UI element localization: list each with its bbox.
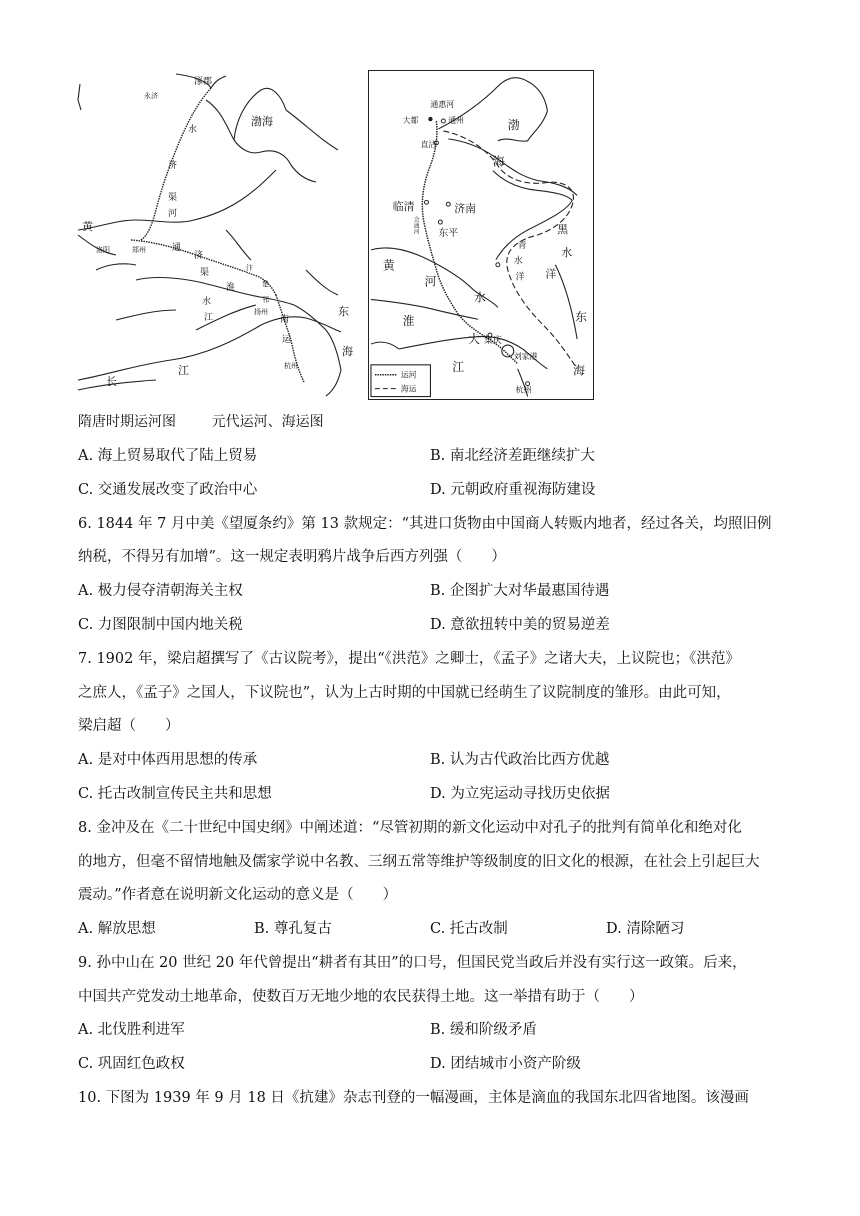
map-left-label: 永济 xyxy=(144,92,158,100)
q9-option-d: D. 团结城市小资产阶级 xyxy=(430,1056,581,1072)
legend-canal-label: 运河 xyxy=(400,370,417,380)
map-right-label: 杭州 xyxy=(515,385,532,395)
q7-option-a: A. 是对中体西用思想的传承 xyxy=(78,752,258,768)
map-left-label: 郑州 xyxy=(132,246,146,254)
map-left-label: 江 xyxy=(178,364,189,377)
map-right-label: 大 xyxy=(468,332,480,347)
map-left-label: 杭州 xyxy=(284,362,298,370)
coast-dot xyxy=(496,263,500,267)
q8-option-b: B. 尊孔复古 xyxy=(254,921,332,937)
map-right-label: 集庆 xyxy=(483,336,502,347)
q10-stem-line1: 10. 下图为 1939 年 9 月 18 日《抗建》杂志刊登的一幅漫画，主体是滴血的我国东北四省地图。该漫画 xyxy=(78,1090,749,1106)
q9-option-b: B. 缓和阶级矛盾 xyxy=(430,1022,537,1038)
map-right-label: 水 xyxy=(513,256,523,267)
map-left-label: 河 xyxy=(168,209,178,219)
map-right-label: 江 xyxy=(452,359,465,374)
tongzhou-dot xyxy=(441,119,445,123)
sui-tang-canal-map xyxy=(76,70,358,400)
map-left-label: 楚 xyxy=(262,280,269,288)
q7-option-d: D. 为立宪运动寻找历史依据 xyxy=(430,786,610,802)
map-right-label: 刘家港 xyxy=(513,351,538,361)
map-left-label: 淮 xyxy=(226,283,236,293)
q7-stem-line2: 之庶人，《孟子》之国人，下议院也”，认为上古时期的中国就已经萌生了议院制度的雏形。由此可知， xyxy=(78,685,731,701)
map-right-label: 黑 xyxy=(557,223,569,237)
map-left-label: 渠 xyxy=(200,268,210,278)
q6-option-d: D. 意欲扭转中美的贸易逆差 xyxy=(430,617,610,633)
sui-tang-canal-map-svg xyxy=(76,70,358,400)
dadu-dot xyxy=(428,117,432,121)
map-right-label: 渤 xyxy=(507,117,520,132)
q7-option-b: B. 认为古代政治比西方优越 xyxy=(430,752,610,768)
map-right-label: 青 xyxy=(517,240,527,251)
q7-option-c: C. 托古改制宣传民主共和思想 xyxy=(78,786,272,802)
map-left-label: 邗 xyxy=(262,296,269,304)
map-right-label: 通惠河 xyxy=(430,100,455,110)
yuan-canal-sea-map xyxy=(368,70,594,400)
legend-sea-label: 海运 xyxy=(400,384,417,394)
q9-stem-line1: 9. 孙中山在 20 世纪 20 年代曾提出“耕者有其田”的口号，但国民党当政后并没有实行这一政策。后来， xyxy=(78,955,747,971)
q7-stem-line1: 7. 1902 年，梁启超撰写了《古议院考》，提出“《洪范》之卿士，《孟子》之诸大夫，上议院也；《洪范》 xyxy=(78,651,740,667)
map-right-label: 海 xyxy=(492,154,505,169)
map-caption: 隋唐时期运河图 元代运河、海运图 xyxy=(78,414,324,430)
q8-stem-line3: 震动。”作者意在说明新文化运动的意义是（ ） xyxy=(78,887,398,903)
map-left-label: 通 xyxy=(172,243,182,253)
linqing-dot xyxy=(425,200,429,204)
jinan-dot xyxy=(446,202,450,206)
q8-option-d: D. 清除陋习 xyxy=(606,921,685,937)
map-right-label: 直沽 xyxy=(420,139,437,149)
map-left-label: 济 xyxy=(194,251,204,261)
q9-option-a: A. 北伐胜利进军 xyxy=(78,1022,185,1038)
map-right-label: 大都 xyxy=(402,116,419,125)
map-right-label: 会通河 xyxy=(412,216,420,234)
map-left-label: 济 xyxy=(168,161,178,171)
dongping-dot xyxy=(438,220,442,224)
map-left-label: 水 xyxy=(188,125,198,135)
map-left-label: 东 xyxy=(338,305,349,318)
q6-option-c: C. 力图限制中国内地关税 xyxy=(78,617,243,633)
map-left-label: 海 xyxy=(342,345,353,358)
q5-option-b: B. 南北经济差距继续扩大 xyxy=(430,448,595,464)
map-right-label: 临清 xyxy=(392,200,415,214)
q6-stem-line2: 纳税，不得另有加增”。这一规定表明鸦片战争后西方列强（ ） xyxy=(78,549,506,565)
map-right-label: 洋 xyxy=(545,267,557,281)
q5-option-c: C. 交通发展改变了政治中心 xyxy=(78,482,258,498)
map-right-label: 水 xyxy=(474,290,486,305)
map-right-label: 东 xyxy=(575,310,588,325)
map-left-label: 水 xyxy=(202,297,212,307)
map-left-label: 江 xyxy=(204,313,214,323)
q5-option-a: A. 海上贸易取代了陆上贸易 xyxy=(78,448,258,464)
map-left-label: 长 xyxy=(106,375,117,388)
map-left-label: 涿郡 xyxy=(194,77,213,87)
q9-option-c: C. 巩固红色政权 xyxy=(78,1056,185,1072)
q8-option-c: C. 托古改制 xyxy=(430,921,508,937)
map-left-label: 运 xyxy=(282,335,292,345)
map-left-label: 渤海 xyxy=(251,115,273,128)
yuan-canal-sea-map-svg xyxy=(369,71,593,399)
map-left-label: 汴 xyxy=(246,264,253,272)
map-left-label: 渠 xyxy=(168,193,178,203)
map-left-label: 黄 xyxy=(82,220,93,233)
map-right-label: 东平 xyxy=(438,227,459,239)
map-right-label: 河 xyxy=(424,274,437,289)
map-right-label: 淮 xyxy=(402,314,415,329)
q9-stem-line2: 中国共产党发动土地革命，使数百万无地少地的农民获得土地。这一举措有助于（ ） xyxy=(78,989,644,1005)
q7-stem-line3: 梁启超（ ） xyxy=(78,718,180,734)
map-left-label: 南 xyxy=(280,315,290,325)
map-right-label: 通州 xyxy=(448,116,465,125)
map-right-label: 济南 xyxy=(454,202,477,216)
q8-stem-line2: 的地方，但毫不留情地触及儒家学说中名教、三纲五常等维护等级制度的旧文化的根源，在社会上引起巨大 xyxy=(78,854,760,870)
q8-stem-line1: 8. 金冲及在《二十世纪中国史纲》中阐述道：“尽管初期的新文化运动中对孔子的批判有简单化和绝对化 xyxy=(78,820,742,836)
map-right-label: 黄 xyxy=(382,258,395,273)
map-right-label: 海 xyxy=(573,363,586,378)
q6-option-b: B. 企图扩大对华最惠国待遇 xyxy=(430,583,610,599)
q6-option-a: A. 极力侵夺清朝海关主权 xyxy=(78,583,243,599)
q5-option-d: D. 元朝政府重视海防建设 xyxy=(430,482,596,498)
map-right-label: 水 xyxy=(561,245,573,259)
q6-stem-line1: 6. 1844 年 7 月中美《望厦条约》第 13 款规定：“其进口货物由中国商人转贩内地者，经过各关，均照旧例 xyxy=(78,516,772,532)
map-left-label: 洛阳 xyxy=(96,246,110,254)
q8-option-a: A. 解放思想 xyxy=(78,921,156,937)
map-right-label: 洋 xyxy=(515,272,525,283)
map-left-label: 扬州 xyxy=(254,308,268,316)
